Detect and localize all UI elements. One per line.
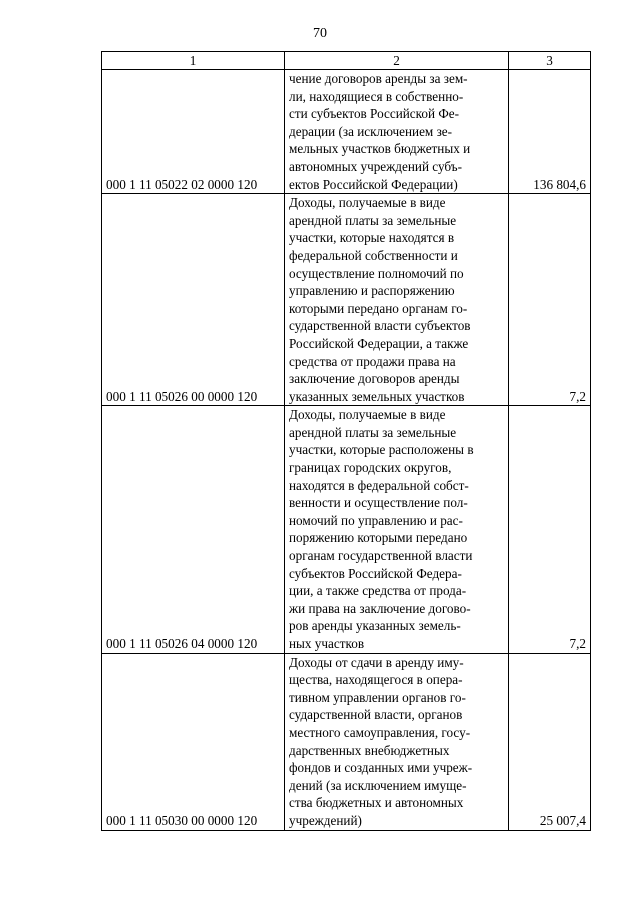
revenue-description	[285, 653, 509, 830]
revenue-code: 000 1 11 05026 04 0000 120	[102, 406, 285, 653]
table-row	[102, 194, 591, 406]
description-line: дарственных внебюджетных	[289, 742, 450, 758]
table-body	[102, 70, 591, 831]
revenue-description	[285, 194, 509, 406]
description-line: ектов Российской Федерации)	[289, 176, 458, 192]
revenue-code: 000 1 11 05022 02 0000 120	[102, 70, 285, 194]
description-line: ции, а также средства от прода-	[289, 583, 467, 599]
description-line: чение договоров аренды за зем-	[289, 71, 468, 86]
description-line: органам государственной власти	[289, 548, 473, 564]
description-line: субъектов Российской Федера-	[289, 565, 462, 581]
column-header-description: 2	[285, 52, 509, 70]
description-line: Доходы, получаемые в виде	[289, 407, 446, 423]
description-line: номочий по управлению и рас-	[289, 512, 463, 528]
description-line: сти субъектов Российской Фе-	[289, 106, 460, 122]
description-line: арендной платы за земельные	[289, 212, 457, 228]
page-number: 70	[313, 26, 327, 41]
description-line: местного самоуправления, госу-	[289, 724, 471, 740]
description-line: федеральной собственности и	[289, 247, 458, 263]
description-line: средства от продажи права на	[289, 353, 456, 369]
column-header-amount: 3	[509, 52, 591, 70]
table-row	[102, 70, 591, 194]
description-line: Российской Федерации, а также	[289, 335, 469, 351]
description-line: дерации (за исключением зе-	[289, 123, 453, 139]
description-line: участки, которые расположены в	[289, 442, 474, 458]
description-line: участки, которые находятся в	[289, 230, 455, 246]
description-line: осуществление полномочий по	[289, 265, 464, 281]
description-line: находятся в федеральной собст-	[289, 477, 469, 493]
table-row	[102, 406, 591, 653]
revenue-amount: 25 007,4	[509, 653, 591, 830]
revenue-code: 000 1 11 05026 00 0000 120	[102, 194, 285, 406]
description-line: тивном управлении органов го-	[289, 689, 466, 705]
revenue-table	[101, 51, 591, 831]
description-line: щества, находящегося в опера-	[289, 672, 463, 688]
description-line: мельных участков бюджетных и	[289, 141, 471, 157]
description-line: заключение договоров аренды	[289, 371, 460, 387]
description-line: ров аренды указанных земель-	[289, 618, 461, 634]
description-line: Доходы от сдачи в аренду иму-	[289, 654, 464, 670]
description-line: дений (за исключением имуще-	[289, 777, 467, 793]
table-row	[102, 653, 591, 830]
revenue-amount: 7,2	[509, 406, 591, 653]
description-line: управлению и распоряжению	[289, 283, 455, 299]
revenue-code: 000 1 11 05030 00 0000 120	[102, 653, 285, 830]
description-line: арендной платы за земельные	[289, 424, 457, 440]
description-line: границах городских округов,	[289, 460, 452, 476]
description-line: автономных учреждений субъ-	[289, 158, 462, 174]
description-line: ли, находящиеся в собственно-	[289, 88, 464, 104]
description-line: фондов и созданных ими учреж-	[289, 760, 473, 776]
description-line: указанных земельных участков	[289, 388, 465, 404]
description-line: Доходы, получаемые в виде	[289, 195, 446, 211]
revenue-description	[285, 70, 509, 194]
description-line: которыми передано органам го-	[289, 300, 468, 316]
description-line: учреждений)	[289, 812, 362, 828]
description-line: жи права на заключение догово-	[289, 600, 471, 616]
description-line: сударственной власти, органов	[289, 707, 463, 723]
description-line: поряжению которыми передано	[289, 530, 468, 546]
revenue-amount: 7,2	[509, 194, 591, 406]
revenue-description	[285, 406, 509, 653]
table-header-row	[102, 52, 591, 70]
description-line: ства бюджетных и автономных	[289, 795, 464, 811]
description-line: ных участков	[289, 636, 365, 651]
column-header-code: 1	[102, 52, 285, 70]
revenue-amount: 136 804,6	[509, 70, 591, 194]
description-line: венности и осуществление пол-	[289, 495, 468, 511]
description-line: сударственной власти субъектов	[289, 318, 471, 334]
